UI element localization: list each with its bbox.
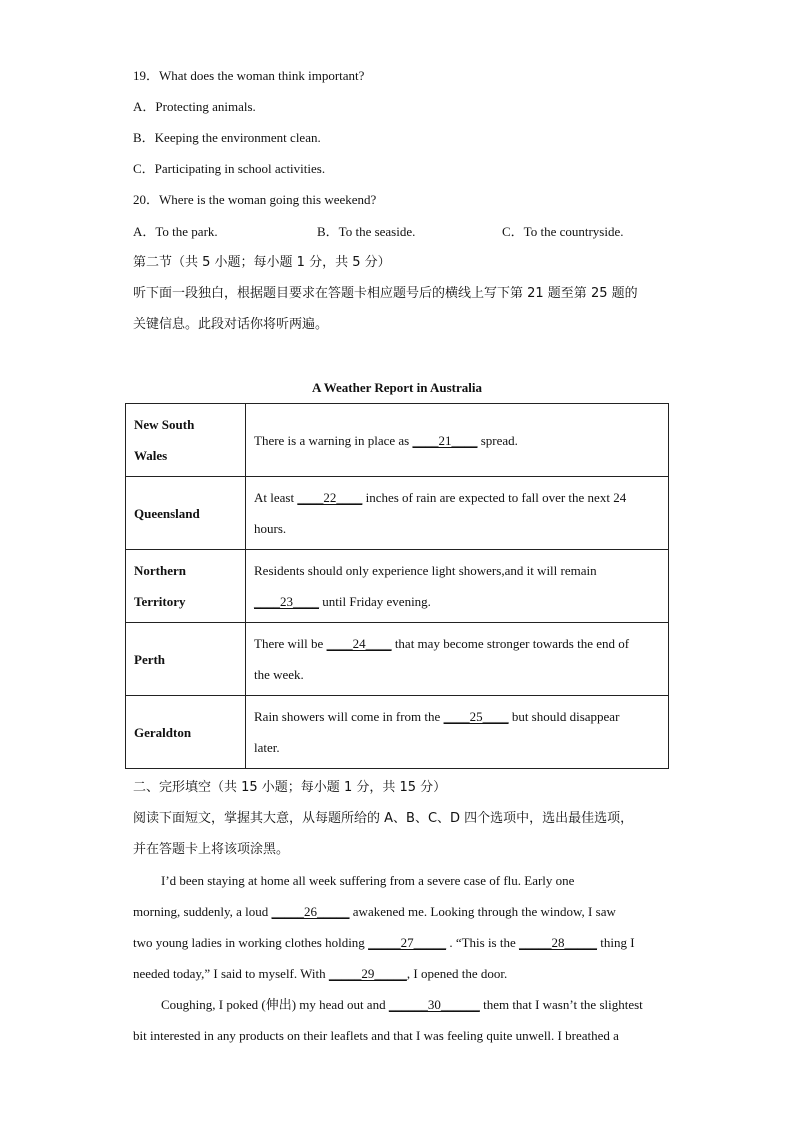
answer-blank-23: ____23____ [254,594,319,609]
info-text-line2: later. [254,740,280,755]
passage-text: , I opened the door. [406,966,508,981]
region-cell [126,477,246,550]
answer-blank-25: ____25____ [443,709,509,724]
passage-text: morning, suddenly, a loud [133,904,272,919]
table-row [126,404,669,477]
info-text: spread. [477,432,518,448]
section2-instruction-1: 听下面一段独白，根据题目要求在答题卡相应题号后的横线上写下第 21 题至第 25 题的 [133,286,638,301]
answer-blank-28: _____28_____ [519,935,597,950]
table-row [126,696,669,769]
part2-instruction-2: 并在答题卡上将该项涂黑。 [133,842,290,857]
part2-heading: 二、完形填空（共 15 小题；每小题 1 分，共 15 分） [133,780,447,795]
passage-line-4 [133,966,663,982]
region-name-line2: Territory [134,594,186,609]
info-text-line2: the week. [254,667,304,682]
info-text-line2: hours. [254,521,287,536]
answer-blank-27: _____27_____ [368,935,447,950]
passage-text: . “This is the [446,935,519,950]
region-name-line2: Wales [134,448,168,463]
passage-line-6: bit interested in any products on their leaflets and that I was feeling quite unwell. I breathed a [133,1028,619,1043]
passage-text: awakened me. Looking through the window, I saw [349,904,616,919]
info-text: Residents should only experience light showers,and it will remain [254,563,597,578]
q20-option-b: B．To the seaside. [317,224,416,239]
info-cell [246,404,669,477]
info-text: but should disappear [508,709,620,724]
passage-line-1: I’d been staying at home all week suffering from a severe case of flu. Early one [161,873,575,888]
info-text: until Friday evening. [319,594,431,609]
info-cell [246,550,669,623]
region-name: Perth [134,651,166,667]
passage-text: needed today,” I said to myself. With [133,966,329,981]
info-text: inches of rain are expected to fall over the next 24 [362,490,627,505]
answer-blank-29: _____29_____ [328,966,407,981]
region-name: New South [134,417,195,432]
table-row [126,477,669,550]
q20-option-c: C．To the countryside. [502,224,624,239]
passage-text: them that I wasn’t the slightest [479,997,643,1012]
region-name: Geraldton [134,724,192,740]
answer-blank-22: ____22____ [297,490,363,505]
region-cell [126,696,246,769]
section2-instruction-2: 关键信息。此段对话你将听两遍。 [133,317,329,332]
region-cell [126,550,246,623]
passage-text: two young ladies in working clothes holding [133,935,369,950]
q19-option-c: C．Participating in school activities. [133,161,326,176]
q20-question: 20．Where is the woman going this weekend? [133,192,377,207]
part2-instruction-1: 阅读下面短文，掌握其大意，从每题所给的 A、B、C、D 四个选项中，选出最佳选项， [133,811,634,826]
q19-question: 19．What does the woman think important? [133,68,365,83]
answer-blank-24: ____24____ [326,636,392,651]
region-name: Northern [134,563,186,578]
table-title: A Weather Report in Australia [312,380,482,395]
weather-table [125,403,669,769]
q19-option-b: B．Keeping the environment clean. [133,130,321,145]
info-cell [246,623,669,696]
table-row [126,550,669,623]
info-text: that may become stronger towards the end of [391,636,630,651]
info-cell [246,696,669,769]
passage-text: Coughing, I poked (伸出) my head out and [161,997,389,1012]
region-cell [126,404,246,477]
region-name: Queensland [134,505,200,521]
region-cell [126,623,246,696]
passage-text: thing I [597,935,635,950]
answer-blank-21: ____21____ [412,432,478,448]
info-text: Rain showers will come in from the [254,709,444,724]
q19-option-a: A．Protecting animals. [133,99,256,114]
table-row [126,623,669,696]
passage-line-2 [133,904,663,920]
info-text: There is a warning in place as [254,432,413,448]
answer-blank-26: _____26_____ [271,904,350,919]
info-cell [246,477,669,550]
passage-line-5 [161,997,691,1013]
section2-heading: 第二节（共 5 小题；每小题 1 分，共 5 分） [133,255,391,270]
passage-line-3 [133,935,663,951]
q20-option-a: A．To the park. [133,224,218,239]
info-text: At least [254,490,298,505]
info-text: There will be [254,636,327,651]
answer-blank-30: ______30______ [388,997,480,1012]
